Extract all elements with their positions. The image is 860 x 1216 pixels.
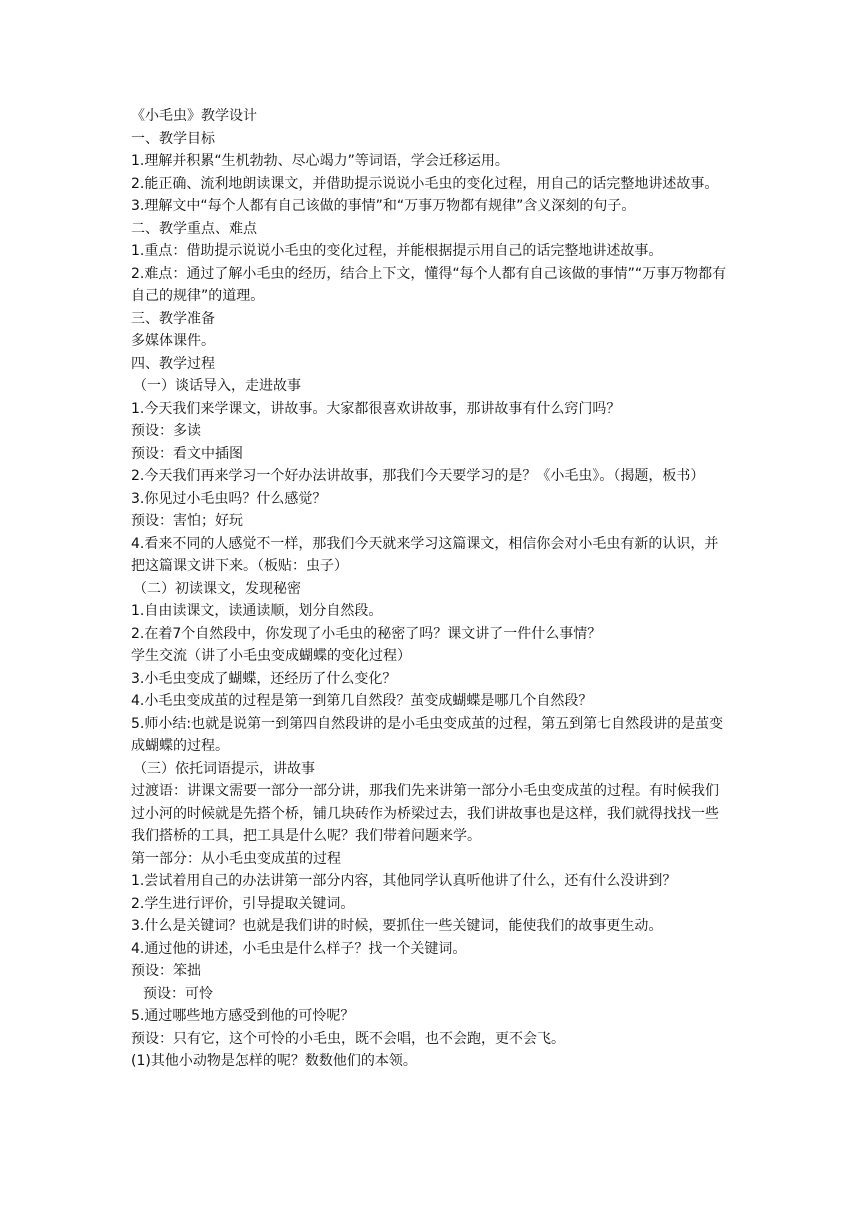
paragraph: 第一部分：从小毛虫变成茧的过程 (131, 850, 341, 867)
paragraph: 2.学生进行评价，引导提取关键词。 (131, 895, 355, 912)
paragraph: 4.通过他的讲述，小毛虫是什么样子？找一个关键词。 (131, 940, 467, 957)
paragraph: 2.能正确、流利地朗读课文，并借助提示说说小毛虫的变化过程，用自己的话完整地讲述故事。 (131, 175, 719, 192)
paragraph: 预设：只有它，这个可怜的小毛虫，既不会唱，也不会跑，更不会飞。 (131, 1030, 565, 1047)
paragraph: 1.重点：借助提示说说小毛虫的变化过程，并能根据提示用自己的话完整地讲述故事。 (131, 243, 663, 259)
paragraph: 3.你见过小毛虫吗？什么感觉？ (131, 490, 327, 507)
heading-key-points: 二、教学重点、难点 (131, 220, 257, 237)
paragraph: 4.小毛虫变成茧的过程是第一到第几自然段？茧变成蝴蝶是哪几个自然段？ (131, 693, 593, 709)
paragraph: 1.自由读课文，读通读顺，划分自然段。 (131, 603, 383, 619)
paragraph: 2.难点：通过了解小毛虫的经历，结合上下文，懂得“每个人都有自己该做的事情”“万事万物都有自己的规律”的道理。 (131, 265, 727, 304)
paragraph: 多媒体课件。 (131, 333, 215, 349)
heading-preparation: 三、教学准备 (131, 310, 215, 327)
heading-objectives: 一、教学目标 (131, 130, 215, 147)
paragraph: 预设：可怜 (143, 985, 213, 1002)
paragraph: 5.通过哪些地方感受到他的可怜呢？ (131, 1008, 355, 1024)
paragraph: 3.什么是关键词？也就是我们讲的时候，要抓住一些关键词，能使我们的故事更生动。 (131, 918, 663, 934)
paragraph: 过渡语：讲课文需要一部分一部分讲，那我们先来讲第一部分小毛虫变成茧的过程。有时候我们过小河的时候就是先搭个桥，铺几块砖作为桥梁过去，我们讲故事也是这样，我们就得找找一些我们搭桥的工具，把工具是什么呢？我们带着问题来学。 (131, 783, 719, 844)
paragraph: 3.小毛虫变成了蝴蝶，还经历了什么变化？ (131, 670, 397, 687)
paragraph: 预设：多读 (131, 423, 201, 439)
paragraph: 5.师小结:也就是说第一到第四自然段讲的是小毛虫变成茧的过程，第五到第七自然段讲的是茧变成蝴蝶的过程。 (131, 715, 724, 754)
paragraph: 预设：笨拙 (131, 963, 201, 979)
subheading: （三）依托词语提示，讲故事 (133, 760, 315, 777)
document-title: 《小毛虫》教学设计 (131, 108, 257, 124)
paragraph: 4.看来不同的人感觉不一样，那我们今天就来学习这篇课文，相信你会对小毛虫有新的认识，并把这篇课文讲下来。（板贴：虫子） (131, 535, 719, 574)
paragraph: 2.在着7个自然段中，你发现了小毛虫的秘密了吗？课文讲了一件什么事情？ (131, 625, 602, 642)
paragraph: 学生交流（讲了小毛虫变成蝴蝶的变化过程） (131, 648, 411, 664)
paragraph: 1.理解并积累“生机勃勃、尽心竭力”等词语，学会迁移运用。 (131, 153, 509, 169)
subheading: （一）谈话导入，走进故事 (133, 378, 301, 394)
paragraph: 2.今天我们再来学习一个好办法讲故事，那我们今天要学习的是？《小毛虫》。（揭题，板书） (131, 468, 705, 484)
paragraph: 3.理解文中“每个人都有自己该做的事情”和“万事万物都有规律”含义深刻的句子。 (131, 198, 636, 214)
document-body (131, 105, 731, 1073)
paragraph: (1)其他小动物是怎样的呢？数数他们的本领。 (131, 1053, 417, 1069)
paragraph: 预设：害怕；好玩 (131, 513, 243, 529)
paragraph: 1.今天我们来学课文，讲故事。大家都很喜欢讲故事，那讲故事有什么窍门吗？ (131, 400, 621, 417)
paragraph: 1.尝试着用自己的办法讲第一部分内容，其他同学认真听他讲了什么，还有什么没讲到？ (131, 873, 677, 889)
subheading: （二）初读课文，发现秘密 (133, 580, 301, 597)
heading-process: 四、教学过程 (131, 355, 215, 372)
paragraph: 预设：看文中插图 (131, 445, 243, 462)
